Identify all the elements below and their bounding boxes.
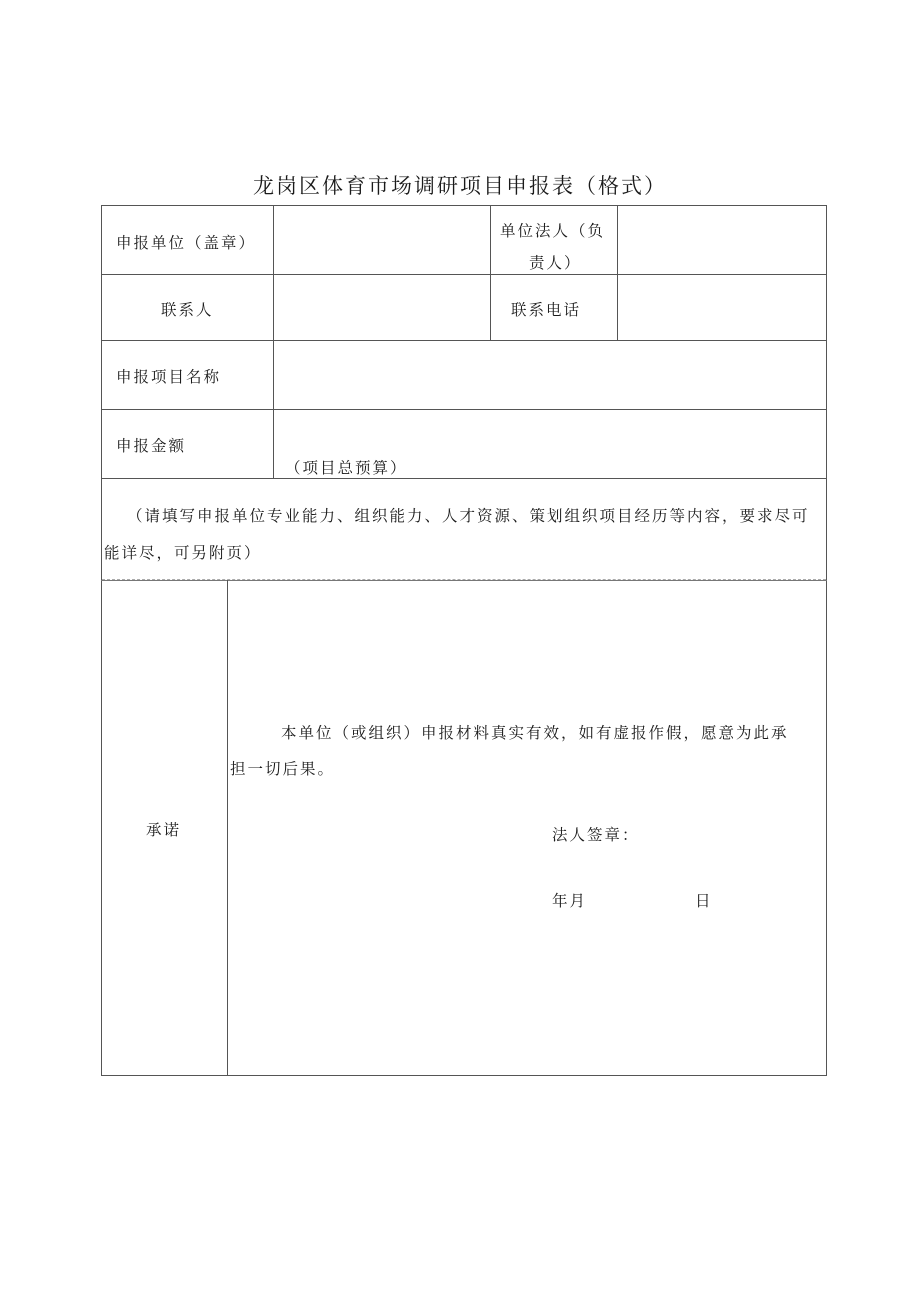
description-hint: （请填写申报单位专业能力、组织能力、人才资源、策划组织项目经历等内容，要求尽可能详尽，可另附页）: [104, 507, 810, 562]
phone-field[interactable]: [618, 275, 826, 340]
applicant-unit-label: 申报单位（盖章）: [116, 234, 257, 252]
table-border-right: [826, 205, 827, 1076]
col-divider-commitment: [227, 580, 228, 1075]
commitment-label: 承诺: [146, 821, 182, 839]
row-divider-5-solid: [101, 580, 827, 581]
table-border-bottom: [101, 1075, 827, 1076]
commitment-text-line1: 本单位（或组织）申报材料真实有效，如有虚报作假，愿意为此承: [281, 724, 789, 742]
date-day: 日: [695, 892, 713, 910]
project-name-field[interactable]: [274, 341, 826, 409]
row-divider-4: [101, 478, 827, 479]
date-year-month: 年月: [552, 892, 588, 910]
col-divider-middle: [490, 205, 491, 340]
signature-label: 法人签章：: [552, 826, 640, 844]
project-name-label: 申报项目名称: [116, 368, 222, 386]
legal-person-label-line1: 单位法人（负: [500, 222, 606, 240]
amount-label: 申报金额: [116, 437, 187, 455]
contact-label: 联系人: [161, 301, 214, 319]
applicant-unit-field[interactable]: [274, 206, 490, 274]
phone-label: 联系电话: [511, 301, 582, 319]
legal-person-label-line2: 责人）: [529, 254, 582, 272]
page-title: 龙岗区体育市场调研项目申报表（格式）: [253, 174, 667, 198]
amount-note: （项目总预算）: [285, 459, 408, 477]
table-border-left: [101, 205, 102, 1076]
contact-field[interactable]: [274, 275, 490, 340]
legal-person-field[interactable]: [618, 206, 826, 274]
commitment-text-line2: 担一切后果。: [230, 760, 336, 778]
